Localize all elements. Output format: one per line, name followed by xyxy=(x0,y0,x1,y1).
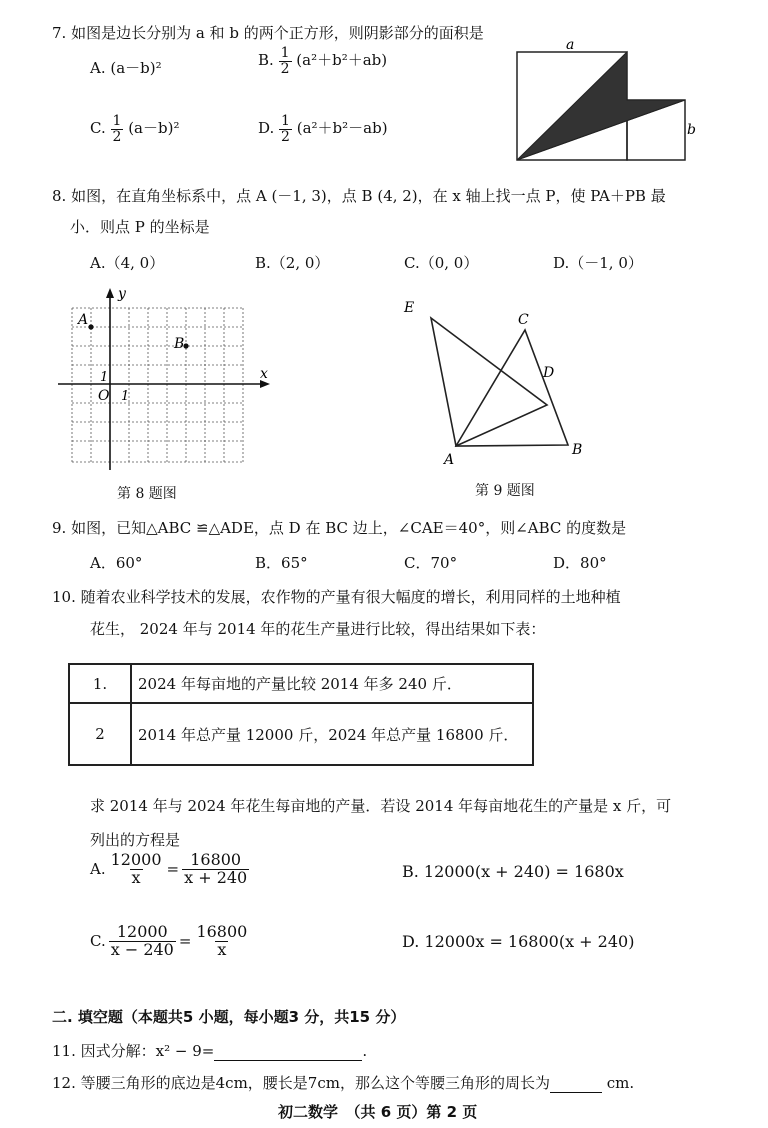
q11-tail: . xyxy=(362,1042,368,1060)
q9-option-d: D．80° xyxy=(553,554,607,572)
q8-origin-label: O xyxy=(98,388,110,404)
q7-option-a: A. (a－b)² xyxy=(90,59,162,77)
q11-text: 11. 因式分解：x² − 9= xyxy=(52,1042,215,1060)
q7-option-b-label: B. xyxy=(258,51,274,70)
section-2-heading: 二. 填空题（本题共5 小题，每小题3 分，共15 分） xyxy=(52,1008,406,1026)
q7-label-a: a xyxy=(566,37,575,53)
q8-axis-y-label: y xyxy=(118,286,126,302)
q11 xyxy=(52,1040,367,1061)
q11-answer-blank[interactable] xyxy=(214,1044,362,1061)
q10-stem-line2: 花生， 2024 年与 2014 年的花生产量进行比较，得出结果如下表： xyxy=(90,620,546,638)
table-cell-no: 1. xyxy=(69,664,131,703)
q8-tick-y-1: 1 xyxy=(100,370,109,385)
q8-option-b: B.（2, 0） xyxy=(255,254,330,272)
q10-stem-line1: 10. 随着农业科学技术的发展，农作物的产量有很大幅度的增长，利用同样的土地种植 xyxy=(52,588,621,606)
q8-point-b-label: B xyxy=(174,336,185,352)
q12 xyxy=(52,1072,634,1093)
q9-option-a: A．60° xyxy=(90,554,143,572)
q8-option-c: C.（0, 0） xyxy=(404,254,479,272)
q10-ask-line2: 列出的方程是 xyxy=(90,831,181,849)
q10-option-a: A. $\frac{12000}{x}$ = $\frac{16800}{x + 240}$ xyxy=(90,850,248,887)
q9-label-a: A xyxy=(444,452,455,466)
q7-option-c-label: C. xyxy=(90,119,106,138)
q10-option-c-frac-right: $\frac{16800}{x}$ xyxy=(196,922,248,959)
q8-option-a: A.（4, 0） xyxy=(90,254,165,272)
q12-text: 12. 等腰三角形的底边是4cm，腰长是7cm，那么这个等腰三角形的周长为 xyxy=(52,1074,550,1092)
q7-option-d xyxy=(258,114,388,144)
q7-option-d-label: D. xyxy=(258,119,275,138)
q9-label-b: B xyxy=(572,442,583,458)
q8-tick-x-1: 1 xyxy=(121,389,130,404)
table-cell-text: 2024 年每亩地的产量比较 2014 年多 240 斤． xyxy=(131,664,533,703)
table-cell-no: 2 xyxy=(69,703,131,765)
q12-unit: cm. xyxy=(606,1074,635,1092)
page-footer: 初二数学 （共 6 页）第 2 页 xyxy=(278,1103,478,1121)
q9-label-e: E xyxy=(404,300,415,316)
q10-option-c-frac-left: $\frac{12000}{x - 240}$ xyxy=(110,922,174,959)
q9-option-c: C．70° xyxy=(404,554,458,572)
q10-option-d: D. 12000x = 16800(x + 240) xyxy=(402,932,635,951)
q9-label-d: D xyxy=(543,365,555,381)
q7-stem: 7. 如图是边长分别为 a 和 b 的两个正方形，则阴影部分的面积是 xyxy=(52,24,484,42)
q9-stem: 9. 如图，已知△ABC ≌△ADE，点 D 在 BC 边上，∠CAE＝40°，则∠ABC 的度数是 xyxy=(52,519,627,537)
table-row xyxy=(69,703,533,765)
q8-option-d: D.（－1, 0） xyxy=(553,254,643,272)
q7-figure xyxy=(510,36,700,164)
q9-option-b: B．65° xyxy=(255,554,308,572)
q8-axis-x-label: x xyxy=(260,366,268,382)
q7-option-d-expr: (a²＋b²－ab) xyxy=(296,119,388,138)
q7-option-d-half: $\frac{1}{2}$ xyxy=(281,113,290,145)
q10-data-table xyxy=(68,663,534,766)
q10-option-c: C. $\frac{12000}{x - 240}$ = $\frac{16800}{x}$ xyxy=(90,922,248,959)
q10-option-a-label: A. xyxy=(90,860,106,879)
q7-option-b-expr: (a²＋b²＋ab) xyxy=(296,51,388,70)
q8-caption: 第 8 题图 xyxy=(117,486,177,502)
q12-answer-blank[interactable] xyxy=(550,1076,602,1093)
q9-figure xyxy=(400,294,590,466)
q7-option-c xyxy=(90,114,179,144)
q10-option-a-frac-right: $\frac{16800}{x + 240}$ xyxy=(184,850,248,887)
q10-option-b: B. 12000(x + 240) = 1680x xyxy=(402,862,624,881)
table-cell-text: 2014 年总产量 12000 斤，2024 年总产量 16800 斤． xyxy=(131,703,533,765)
q10-option-a-frac-left: $\frac{12000}{x}$ xyxy=(110,850,162,887)
q7-option-b-half: $\frac{1}{2}$ xyxy=(280,45,290,77)
q9-label-c: C xyxy=(518,312,529,328)
q7-option-c-half: $\frac{1}{2}$ xyxy=(112,113,122,145)
q7-option-c-expr: (a－b)² xyxy=(128,119,180,138)
q10-ask-line1: 求 2014 年与 2024 年花生每亩地的产量．若设 2014 年每亩地花生的产量是 x 斤，可 xyxy=(90,797,672,815)
q7-option-b xyxy=(258,46,387,76)
table-row xyxy=(69,664,533,703)
q8-grid-figure xyxy=(58,284,278,474)
q8-stem-line1: 8. 如图，在直角坐标系中，点 A (－1, 3)，点 B (4, 2)，在 x 轴上找一点 P，使 PA＋PB 最 xyxy=(52,187,666,205)
q10-option-c-label: C. xyxy=(90,932,106,951)
q8-stem-line2: 小．则点 P 的坐标是 xyxy=(70,218,210,236)
q9-caption: 第 9 题图 xyxy=(475,483,535,499)
q8-point-a-label: A xyxy=(78,312,89,328)
q7-label-b: b xyxy=(687,122,696,138)
